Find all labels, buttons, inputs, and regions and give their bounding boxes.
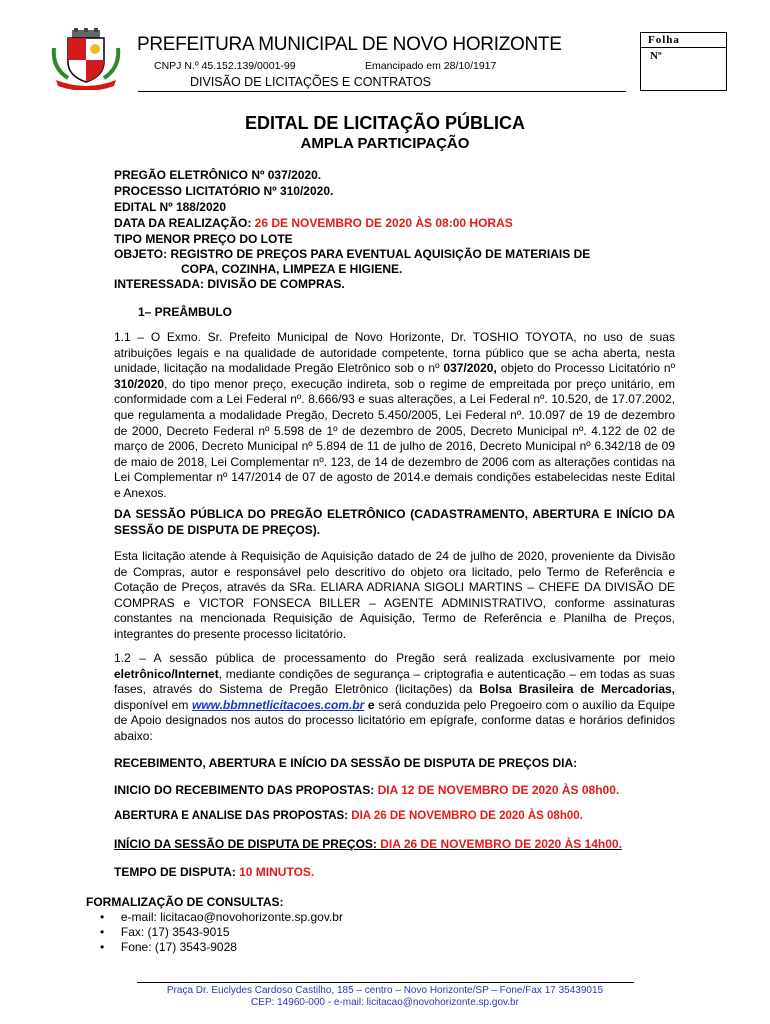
schedule-row-disputa: INÍCIO DA SESSÃO DE DISPUTA DE PREÇOS: DIA 26 DE NOVEMBRO DE 2020 ÀS 14h00. [114,837,622,851]
consultas-item-phone: • Fone: (17) 3543-9028 [100,940,237,954]
footer-divider [137,982,634,983]
header-title: PREFEITURA MUNICIPAL DE NOVO HORIZONTE [137,34,562,55]
document-title: EDITAL DE LICITAÇÃO PÚBLICA [245,113,525,133]
footer-address: Praça Dr. Euclydes Cardoso Castilho, 185 – centro – Novo Horizonte/SP – Fone/Fax 17 35439015 [166,985,604,996]
bbmnet-link[interactable]: www.bbmnetlicitacoes.com.br [192,697,365,712]
preambulo-paragraph: 1.1 – O Exmo. Sr. Prefeito Municipal de Novo Horizonte, Dr. TOSHIO TOYOTA, no uso de suas atribuições legais e na qualidade de autoridade competente, torna público que se acha aberta, nesta unidade, licitação na modalidade Pregão Eletrônico sob o nº 037/2020, objeto do Processo Licitatório nº 310/2020, do tipo menor preço, execução indireta, sob o regime de empreitada por preço unitário, em conformidade com a Lei Federal nº. 8.666/93 e suas alterações, a Lei Federal nº. 10.520, de 17.07.2002, que regulamenta a modalidade Pregão, Decreto 5.450/2005, Lei Federal nº. 10.097 de 19 de dezembro de 2000, Decreto Federal nº 5.598 de 1º de dezembro de 2005, Decreto Municipal nº. 4.122 de 02 de março de 2006, Decreto Municipal nº 5.894 de 11 de julho de 2016, Decreto Municipal nº 6.342/18 de 09 de maio de 2018, Lei Complementar nº. 123, de 14 de dezembro de 2006 com as alterações contidas na Lei Complementar nº 147/2014 de 07 de agosto de 2014.e demais condições estabelecidas neste Edital e Anexos. [114,330,675,500]
schedule-row-tempo: TEMPO DE DISPUTA: 10 MINUTOS. [114,865,315,879]
processo-number: PROCESSO LICITATÓRIO Nº 310/2020. [114,184,334,198]
interessada-line: INTERESSADA: DIVISÃO DE COMPRAS. [114,277,345,291]
header-cnpj: CNPJ N.º 45.152.139/0001-99 [154,60,296,72]
sessao-heading: DA SESSÃO PÚBLICA DO PREGÃO ELETRÔNICO (CADASTRAMENTO, ABERTURA E INÍCIO DA SESSÃO DE DISPUTA DE PREÇOS). [114,507,675,537]
tipo-line: TIPO MENOR PREÇO DO LOTE [114,232,293,246]
realization-date [114,216,513,230]
header-division: DIVISÃO DE LICITAÇÕES E CONTRATOS [190,75,432,89]
realization-date-value: 26 DE NOVEMBRO DE 2020 ÀS 08:00 HORAS [254,216,513,230]
document-subtitle: AMPLA PARTICIPAÇÃO [300,135,470,152]
consultas-item-fax: • Fax: (17) 3543-9015 [100,925,230,939]
header-emancipation-date: Emancipado em 28/10/1917 [365,60,497,72]
objeto-line-1: OBJETO: REGISTRO DE PREÇOS PARA EVENTUAL AQUISIÇÃO DE MATERIAIS DE [114,247,591,261]
schedule-heading: RECEBIMENTO, ABERTURA E INÍCIO DA SESSÃO DE DISPUTA DE PREÇOS DIA: [114,756,578,770]
schedule-row-abertura: ABERTURA E ANALISE DAS PROPOSTAS: DIA 26 DE NOVEMBRO DE 2020 ÀS 08h00. [114,810,583,822]
edital-number: EDITAL Nº 188/2020 [114,200,226,214]
footer-cep-email: CEP: 14960-000 - e-mail: licitacao@novohorizonte.sp.gov.br [251,997,519,1008]
schedule-row-recebimento: INICIO DO RECEBIMENTO DAS PROPOSTAS: DIA 12 DE NOVEMBRO DE 2020 ÀS 08h00. [114,783,620,797]
coat-of-arms-logo [50,28,122,90]
pregao-number: PREGÃO ELETRÔNICO Nº 037/2020. [114,168,322,182]
realization-date-label: DATA DA REALIZAÇÃO: [114,216,255,230]
consultas-heading: FORMALIZAÇÃO DE CONSULTAS: [86,895,284,909]
folha-number-label: Nº [650,50,662,62]
folha-label: Folha [648,34,680,46]
preambulo-heading: 1– PREÂMBULO [138,305,233,319]
folha-stamp-divider [640,47,727,48]
objeto-line-2: COPA, COZINHA, LIMPEZA E HIGIENE. [181,262,403,276]
header-divider [138,91,626,92]
sessao-1-2-paragraph: 1.2 – A sessão pública de processamento do Pregão será realizada exclusivamente por meio eletrônico/Internet, mediante condições de segurança – criptografia e autenticação – em todas as suas fases, através do Sistema de Pregão Eletrônico (licitações) da Bolsa Brasileira de Mercadorias, disponível em www.bbmnetlicitacoes.com.br e será conduzida pelo Pregoeiro com o auxílio da Equipe de Apoio designados nos autos do processo licitatório em epígrafe, conforme datas e horários definidos abaixo: [114,651,676,743]
consultas-item-email: • e-mail: licitacao@novohorizonte.sp.gov.br [100,910,343,924]
sessao-paragraph: Esta licitação atende à Requisição de Aquisição datado de 24 de julho de 2020, proveniente da Divisão de Compras, autor e responsável pelo descritivo do objeto ora licitado, pelo Termo de Referência e Cotação de Preços, através da SRa. ELIARA ADRIANA SIGOLI MARTINS – CHEFE DA DIVISÃO DE COMPRAS e VICTOR FONSECA BILLER – AGENTE ADMINISTRATIVO, conforme assinaturas constantes na mencionada Requisição de Aquisição, Termo de Referência e Planilha de Preços, integrantes do presente processo licitatório. [114,549,675,641]
